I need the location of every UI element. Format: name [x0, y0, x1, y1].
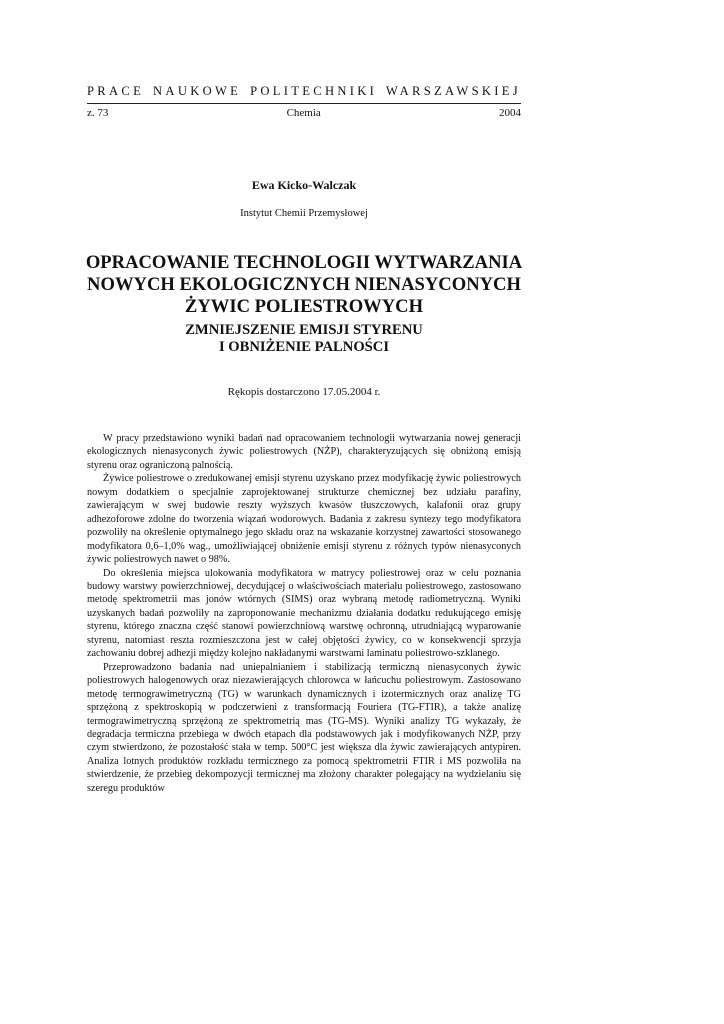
paragraph: Żywice poliestrowe o zredukowanej emisji styrenu uzyskano przez modyfikację żywic poliestrowych nowym dodatkiem o specjalnie zaprojektowanej strukturze chemicznej bez udziału parafiny, zawierającym w swej budowie reszty wyższych kwasów tłuszczowych, kalafonii oraz grupy adhezoforowe zdolne do tworzenia wiązań wodorowych. Badania z zakresu syntezy tego modyfikatora pozwoliły na określenie optymalnego jego składu oraz na wskazanie korzystnej zawartości stosowanego modyfikatora 0,6–1,0% wag., umożliwiającej obniżenie emisji styrenu z różnych typów nienasyconych żywic poliestrowych nawet o 98%. — [87, 473, 521, 566]
series-name: Chemia — [286, 107, 321, 119]
volume-number: z. 73 — [87, 107, 109, 119]
title-line: NOWYCH EKOLOGICZNYCH NIENASYCONYCH — [87, 274, 521, 295]
title-line: ŻYWIC POLIESTROWYCH — [184, 296, 424, 317]
paper-subtitle — [87, 322, 521, 356]
paragraph: Przeprowadzono badania nad uniepalnianiem i stabilizacją termiczną nienasyconych żywic poliestrowych halogenowych oraz niezawierających chlorowca w łańcuchu poliestrowym. Zastosowano metodę termograwimetryczną (TG) w warunkach dynamicznych i izotermicznych oraz analizę TG sprzężoną z spektroskopią w podczerwieni z transformacją Fouriera (TG-FTIR), a także analizę termograwimetryczną sprzężoną ze spektrometrią mas (TG-MS). Wyniki analizy TG wykazały, że degradacja termiczna przebiega w dwóch etapach dla podstawowych jak i modyfikowanych NŻP, przy czym stwierdzono, że pozostałość stała w temp. 500°C jest większa dla żywic zawierających antypiren. Analiza lotnych produktów rozkładu termicznego za pomocą spektrometrii FTIR i MS pozwoliła na stwierdzenie, że przebieg dekompozycji termicznej ma złożony charakter polegający na wydzielaniu się szeregu produktów — [87, 661, 521, 794]
institution: Instytut Chemii Przemysłowej — [240, 208, 368, 219]
subtitle-line: I OBNIŻENIE PALNOŚCI — [218, 339, 390, 355]
author-name: Ewa Kicko-Walczak — [251, 178, 357, 192]
header-rule — [87, 103, 521, 104]
paper-title — [77, 252, 531, 318]
publication-year: 2004 — [498, 107, 521, 119]
paragraph: Do określenia miejsca ulokowania modyfikatora w matrycy poliestrowej oraz w celu poznania budowy warstwy powierzchniowej, decydującej o właściwościach materiału poliestrowego, zastosowano metodę spektrometrii mas jonów wtórnych (SIMS) oraz wybraną metodę radiometryczną. Wyniki uzyskanych badań pozwoliły na zaproponowanie mechanizmu działania dodatku redukującego emisję styrenu, którego znaczna część stanowi powierzchniową warstwę ochronną, utrudniającą wyparowanie styrenu, natomiast reszta rozmieszczona jest w całej objętości żywicy, co w konsekwencji sprzyja zachowaniu dobrej adhezji między kolejno nakładanymi warstwami laminatu poliestrowo-szklanego. — [87, 567, 521, 660]
abstract-body — [87, 432, 521, 795]
paragraph: W pracy przedstawiono wyniki badań nad opracowaniem technologii wytwarzania nowej generacji ekologicznych nienasyconych żywic poliestrowych (NŻP), charakteryzujących się obniżoną emisją styrenu oraz ograniczoną palnością. — [87, 433, 521, 471]
journal-name: PRACE NAUKOWE POLITECHNIKI WARSZAWSKIEJ — [87, 84, 521, 98]
title-line: OPRACOWANIE TECHNOLOGII WYTWARZANIA — [85, 252, 523, 273]
subtitle-line: ZMNIEJSZENIE EMISJI STYRENU — [185, 322, 423, 338]
received-date: Rękopis dostarczono 17.05.2004 r. — [227, 386, 381, 398]
header-meta — [87, 107, 521, 119]
